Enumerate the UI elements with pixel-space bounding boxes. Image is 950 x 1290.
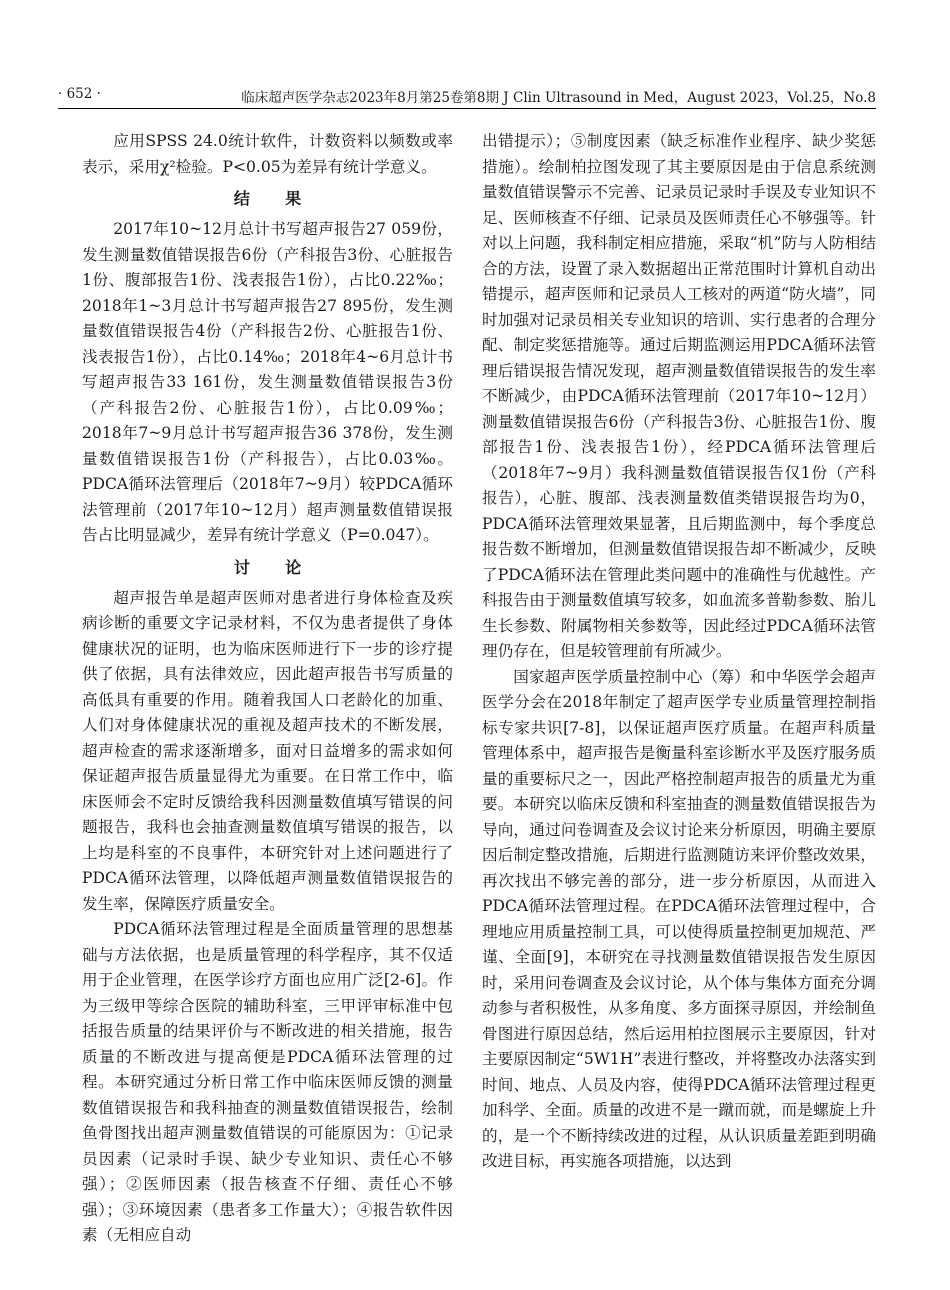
discussion-heading: 讨论 xyxy=(233,557,337,577)
discussion-paragraph-2: PDCA循环法管理过程是全面质量管理的思想基础与方法依据，也是质量管理的科学程序，其不仅适用于企业管理，在医学诊疗方面也应用广泛[2-6]。作为三级甲等综合医院的辅助科室，三甲评审标准中包括报告质量的结果评价与不断改进的相关措施，报告质量的不断改进与提高便是PDCA循环法管理的过程。本研究通过分析日常工作中临床医师反馈的测量数值错误报告和我科抽查的测量数值错误报告，绘制鱼骨图找出超声测量数值错误的可能原因为：①记录员因素（记录时手误、缺少专业知识、责任心不够强）；②医师因素（报告核查不仔细、责任心不够强）；③环境因素（患者多工作量大）；④报告软件因素（无相应自动 xyxy=(82,920,453,1244)
statistics-paragraph: 应用SPSS 24.0统计软件，计数资料以频数或率表示，采用χ²检验。P<0.05为差异有统计学意义。 xyxy=(82,132,453,176)
discussion-paragraph-1: 超声报告单是超声医师对患者进行身体检查及疾病诊断的重要文字记录材料，不仅为患者提供了身体健康状况的证明，也为临床医师进行下一步的诊疗提供了依据，具有法律效应，因此超声报告书写质量的高低具有重要的作用。随着我国人口老龄化的加重、人们对身体健康状况的重视及超声技术的不断发展，超声检查的需求逐渐增多，面对日益增多的需求如何保证超声报告质量显得尤为重要。在日常工作中，临床医师会不定时反馈给我科因测量数值填写错误的问题报告，我科也会抽查测量数值填写错误的报告，以上均是科室的不良事件，本研究针对上述问题进行了PDCA循环法管理，以降低超声测量数值错误报告的发生率，保障医疗质量安全。 xyxy=(82,588,453,913)
results-paragraph: 2017年10~12月总计书写超声报告27 059份，发生测量数值错误报告6份（产科报告3份、心脏报告1份、腹部报告1份、浅表报告1份），占比0.22‰；2018年1~3月总计书写超声报告27 895份，发生测量数值错误报告4份（产科报告2份、心脏报告1份、浅表报告1份），占比0.14‰；2018年4~6月总计书写超声报告33 161份，发生测量数值错误报告3份（产科报告2份、心脏报告1份），占比0.09‰；2018年7~9月总计书写超声报告36 378份，发生测量数值错误报告1份（产科报告），占比0.03‰。PDCA循环法管理后（2018年7~9月）较PDCA循环法管理前（2017年10~12月）超声测量数值错误报告占比明显减少，差异有统计学意义（P=0.047）。 xyxy=(82,220,454,544)
discussion-paragraph-2-continued: 出错提示）；⑤制度因素（缺乏标准作业程序、缺少奖惩措施）。绘制柏拉图发现了其主要原因是由于信息系统测量数值错误警示不完善、记录员记录时手误及专业知识不足、医师核查不仔细、记录员及医师责任心不够强等。针对以上问题，我科制定相应措施，采取“机”防与人防相结合的方法，设置了录入数据超出正常范围时计算机自动出错提示，超声医师和记录员人工核对的两道“防火墙”，同时加强对记录员相关专业知识的培训、实行患者的合理分配、制定奖惩措施等。通过后期监测运用PDCA循环法管理后错误报告情况发现，超声测量数值错误报告的发生率不断减少，由PDCA循环法管理前（2017年10~12月）测量数值错误报告6份（产科报告3份、心脏报告1份、腹部报告1份、浅表报告1份），经PDCA循环法管理后（2018年7~9月）我科测量数值错误报告仅1份（产科报告），心脏、腹部、浅表测量数值类错误报告均为0，PDCA循环法管理效果显著，且后期监测中，每个季度总报告数不断增加，但测量数值错误报告却不断减少，反映了PDCA循环法在管理此类问题中的准确性与优越性。产科报告由于测量数值填写较多，如血流多普勒参数、胎儿生长参数、附属物相关参数等，因此经过PDCA循环法管理仍存在，但是较管理前有所减少。 xyxy=(482,132,876,660)
page-header xyxy=(58,86,876,109)
discussion-paragraph-3: 国家超声医学质量控制中心（筹）和中华医学会超声医学分会在2018年制定了超声医学专业质量管理控制指标专家共识[7-8]，以保证超声医疗质量。在超声科质量管理体系中，超声报告是衡量科室诊断水平及医疗服务质量的重要标尺之一，因此严格控制超声报告的质量尤为重要。本研究以临床反馈和科室抽查的测量数值错误报告为导向，通过问卷调查及会议讨论来分析原因，明确主要原因后制定整改措施，后期进行监测随访来评价整改效果，再次找出不够完善的部分，进一步分析原因，从而进入PDCA循环法管理过程。在PDCA循环法管理过程中，合理地应用质量控制工具，可以使得质量控制更加规范、严谨、全面[9]，本研究在寻找测量数值错误报告发生原因时，采用问卷调查及会议讨论，从个体与集体方面充分调动参与者积极性，从多角度、多方面探寻原因，并绘制鱼骨图进行原因总结，然后运用柏拉图展示主要原因，针对主要原因制定“5W1H”表进行整改，并将整改办法落实到时间、地点、人员及内容，使得PDCA循环法管理过程更加科学、全面。质量的改进不是一蹴而就，而是螺旋上升的，是一个不断持续改进的过程，从认识质量差距到明确改进目标，再实施各项措施，以达到 xyxy=(482,667,876,1170)
right-column xyxy=(482,129,876,1175)
results-heading: 结果 xyxy=(233,189,337,208)
page-number: · 652 · xyxy=(58,86,101,102)
left-column xyxy=(82,129,453,1249)
journal-citation: 临床超声医学杂志2023年8月第25卷第8期 J Clin Ultrasound in Med，August 2023，Vol.25，No.8 xyxy=(241,90,876,106)
